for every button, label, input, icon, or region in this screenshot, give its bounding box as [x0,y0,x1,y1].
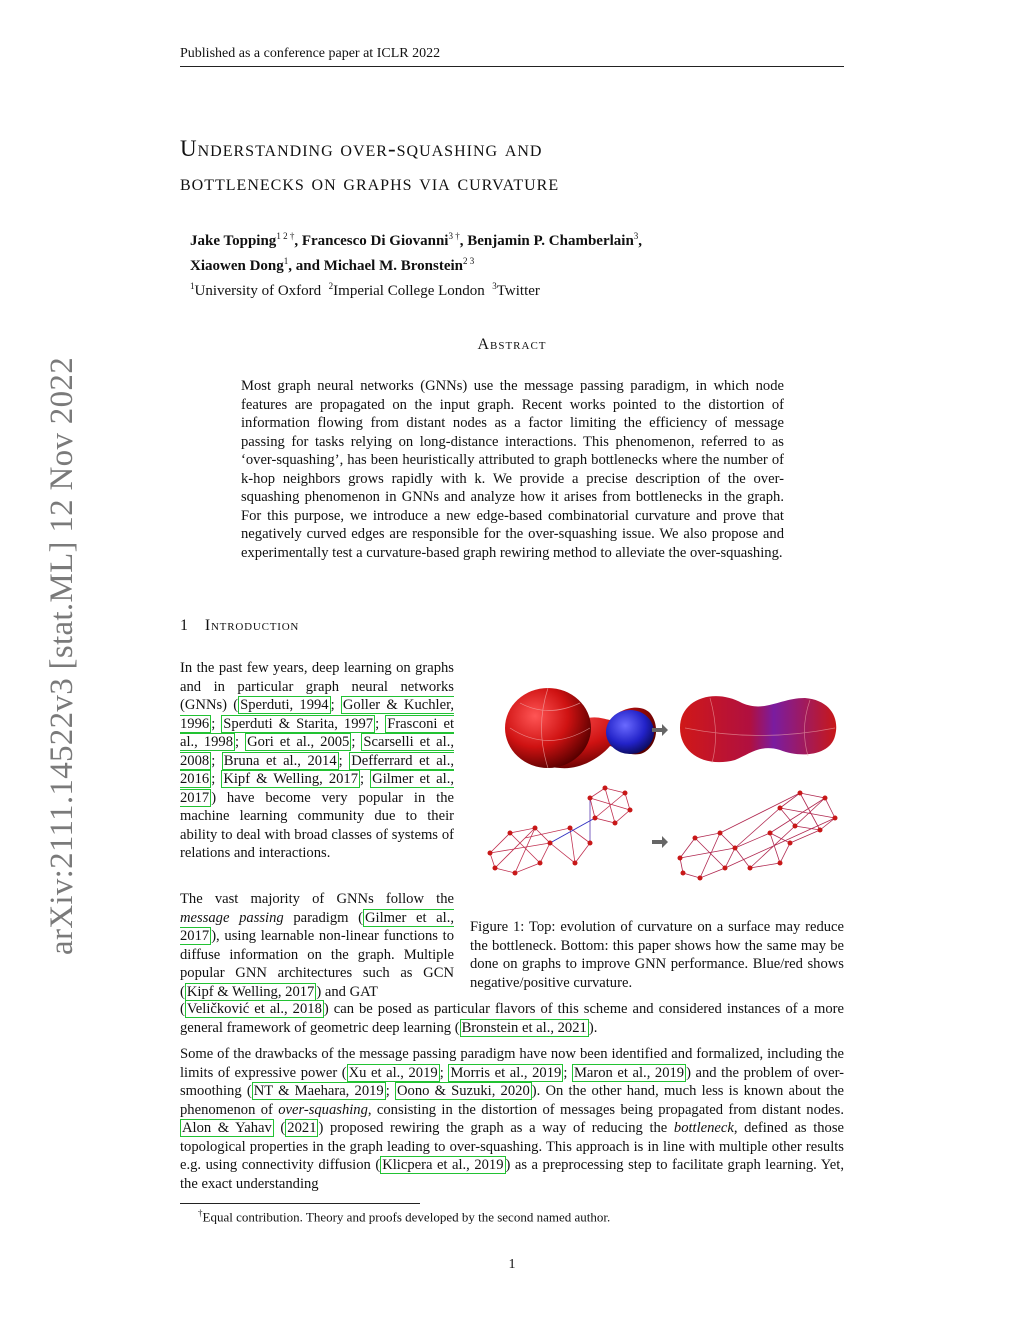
abstract-heading: Abstract [477,336,547,353]
author-name: Benjamin P. Chamberlain [467,233,634,249]
intro-paragraph-1: In the past few years, deep learning on graphs and in particular graph neural networks (GNNs) ( Sperduti, 1994 ; Goller & Kuchler, 1996 ; Sperduti & Starita, 1997 ; Frasconi et al., 1998 ; Gori et al., 2005 ; Scarselli et al., 2008 ; Bruna et al., 2014 ; Defferrard et al., 2016 ; Kipf & Welling, 2017 ; Gilmer et al., 2017 ) have become very popular in the machine learning community due to their ability to deal with broad classes of systems of relations and interactions. [180,660,455,861]
title-line-1: Understanding over-squashing and [180,136,543,161]
running-header: Published as a conference paper at ICLR 2022 [180,46,441,61]
section-number: 1 [180,617,189,634]
curvature-figure [480,658,844,898]
section-title: Introduction [204,617,300,634]
citation-link[interactable]: Gori et al., 2005 [247,734,350,750]
citation-link[interactable]: Bruna et al., 2014 [223,752,337,769]
graph-before-rewiring [490,788,630,873]
citation-link[interactable]: Frasconi et al., 1998 [180,715,455,750]
arrow-icon [652,836,668,848]
figure-1 [480,658,844,898]
footnote: †Equal contribution. Theory and proofs developed by the second named author. [198,1208,611,1225]
section-heading [180,617,299,635]
citation-link[interactable]: Scarselli et al., 2008 [180,734,454,769]
smoothed-surface [680,696,836,763]
citation-link[interactable]: Kipf & Welling, 2017 [186,983,315,1000]
citation-link[interactable]: Morris et al., 2019 [450,1064,562,1081]
footnote-rule [180,1203,420,1204]
intro-paragraph-2a: The vast majority of GNNs follow the message passing paradigm ( Gilmer et al., 2017 ), using learnable non-linear functions to diffuse information on the graph. Multiple popular GNN architectures such as GCN ( Kipf & Welling, 2017 ) and GAT [180,891,454,1000]
citation-link[interactable]: Oono & Suzuki, 2020 [396,1083,530,1099]
citation-link[interactable]: Kipf & Welling, 2017 [223,771,359,787]
citation-link[interactable]: Alon & Yahav [182,1120,272,1136]
graph-after-rewiring [680,793,835,878]
citation-link[interactable]: Gilmer et al., 2017 [180,909,454,944]
bottleneck-surface [505,688,656,768]
citation-link[interactable]: 2021 [287,1120,317,1136]
intro-paragraph-2b: ( Veličković et al., 2018 ) can be posed as particular flavors of this scheme and considered instances of a more general framework of geometric deep learning ( Bronstein et al., 2021 ). [180,1001,844,1036]
title-line-2: bottlenecks on graphs via curvature [180,170,560,195]
citation-link[interactable]: Maron et al., 2019 [573,1064,685,1081]
citation-link[interactable]: Xu et al., 2019 [348,1064,438,1081]
author-name: and Michael M. Bronstein [295,258,463,274]
citation-link[interactable]: Goller & Kuchler, 1996 [180,697,454,732]
author-name: Xiaowen Dong [190,258,284,274]
header-rule [180,66,844,67]
author-name: Francesco Di Giovanni [301,233,449,249]
page-number: 1 [508,1257,516,1272]
affiliations: $^1$University of Oxford $^2$Imperial College London $^3$Twitter [190,281,540,299]
author-name: Jake Topping [190,233,277,249]
author-block: Jake Topping$^{1 2 \dagger}$, Francesco Di Giovanni$^{3 \dagger}$, Benjamin P. Chamberlain$^3$, Xiaowen Dong$^1$, and Michael M. Bronstein$^{2 3}$ $^1$University of Oxford $^2$Imperial College London $^3$Twitter [190,226,830,301]
citation-link[interactable]: NT & Maehara, 2019 [253,1083,384,1099]
paper-title [180,132,844,200]
intro-paragraph-3: Some of the drawbacks of the message passing paradigm have now been identified and formalized, including the limits of expressive power ( Xu et al., 2019 ; Morris et al., 2019 ; Maron et al., 2019 ) and the problem of over-smoothing ( NT & Maehara, 2019 ; Oono & Suzuki, 2020 ). On the other hand, much less is known about the phenomenon of over-squashing, consisting in the distortion of messages being propagated from distant nodes. Alon & Yahav ( 2021 ) proposed rewiring the graph as a way of reducing the bottleneck, defined as those topological properties in the graph leading to over-squashing. This approach is in line with multiple other results e.g. using connectivity diffusion ( Klicpera et al., 2019 ) as a preprocessing step to facilitate graph learning. Yet, the exact understanding [180,1046,845,1192]
figure-caption: Figure 1: Top: evolution of curvature on a surface may reduce the bottleneck. Bottom: this paper shows how the same may be done on graphs to improve GNN performance. Blue/red shows negative/positive curvature. [470,919,844,991]
arxiv-stamp: arXiv:2111.14522v3 [stat.ML] 12 Nov 2022 [44,357,80,955]
abstract-text: Most graph neural networks (GNNs) use the message passing paradigm, in which node features are propagated on the input graph. Recent works pointed to the distortion of information flowing from distant nodes as a factor limiting the efficiency of message passing for tasks relying on long-distance interactions. This phenomenon, referred to as ‘over-squashing’, has been heuristically attributed to graph bottlenecks where the number of k-hop neighbors grows rapidly with k. We provide a precise description of the over-squashing phenomenon in GNNs and analyze how it arises from bottlenecks in the graph. For this purpose, we introduce a new edge-based combinatorial curvature and prove that negatively curved edges are responsible for the over-squashing issue. We also propose and experimentally test a curvature-based graph rewiring method to alleviate the over-squashing. [241,378,784,561]
citation-link[interactable]: Klicpera et al., 2019 [382,1157,504,1173]
citation-link[interactable]: Bronstein et al., 2021 [461,1019,587,1036]
citation-link[interactable]: Veličković et al., 2018 [186,1001,322,1017]
citation-link[interactable]: Sperduti, 1994 [240,697,329,713]
citation-link[interactable]: Defferrard et al., 2016 [180,752,455,787]
citation-link[interactable]: Gilmer et al., 2017 [180,771,454,806]
citation-link[interactable]: Sperduti & Starita, 1997 [223,715,374,732]
